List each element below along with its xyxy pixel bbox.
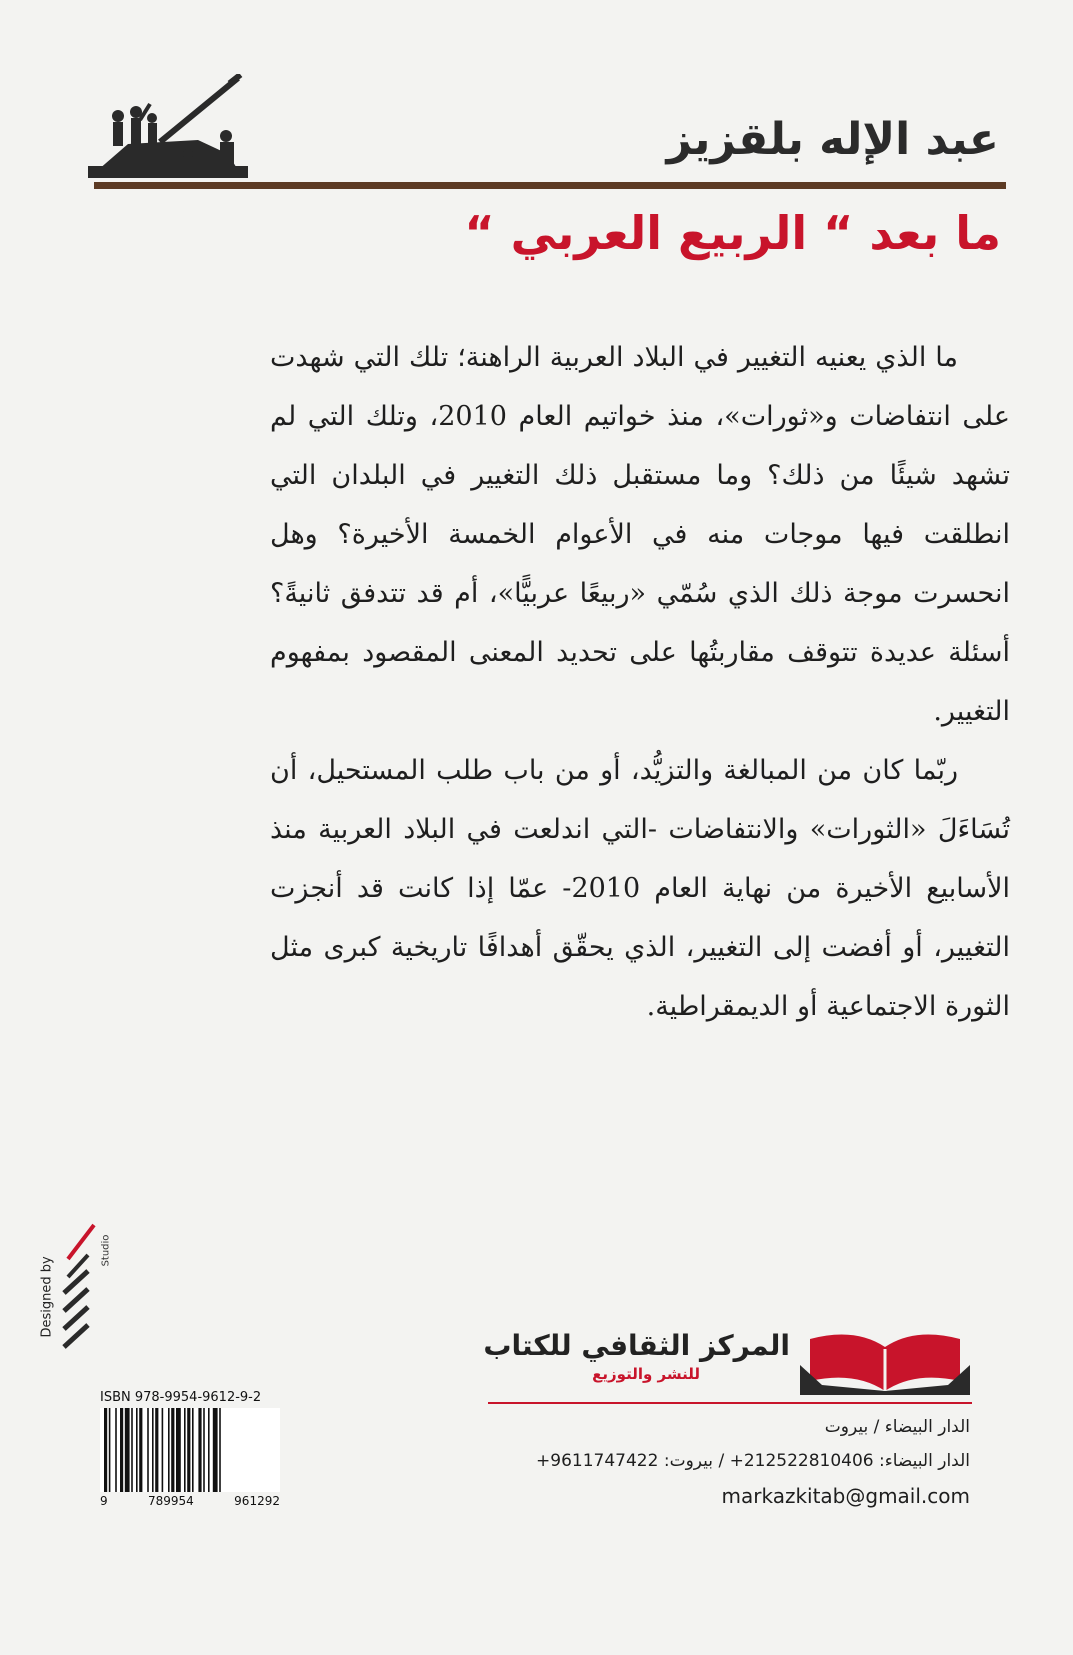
publisher-divider <box>488 1402 972 1404</box>
barcode-bar <box>155 1408 158 1492</box>
designer-logo-icon <box>58 1217 106 1357</box>
book-title: ما بعد “ الربيع العربي “ <box>464 206 1001 260</box>
barcode-bar <box>120 1408 123 1492</box>
barcode-bar <box>162 1408 164 1492</box>
tank-silhouette-illustration <box>88 74 258 184</box>
barcode-bar <box>198 1408 201 1492</box>
isbn-number: ISBN 978-9954-9612-9-2 <box>100 1390 262 1405</box>
barcode-bar <box>203 1408 205 1492</box>
barcode-bar <box>109 1408 111 1492</box>
studio-label: Studio <box>100 1234 112 1267</box>
barcode-digit-first: 9 <box>100 1494 108 1508</box>
blurb-text <box>270 328 1010 1036</box>
barcode-bar <box>147 1408 149 1492</box>
barcode <box>100 1408 280 1492</box>
barcode-digits-right: 961292 <box>234 1494 280 1508</box>
author-name: عبد الإله بلقزيز <box>666 114 999 165</box>
barcode-bar <box>139 1408 142 1492</box>
publisher-name: المركز الثقافي للكتاب <box>483 1329 790 1362</box>
designed-by-label: Designed by <box>39 1256 55 1338</box>
barcode-bar <box>115 1408 117 1492</box>
designer-credit <box>20 1205 120 1365</box>
blurb-paragraph-1: ما الذي يعنيه التغيير في البلاد العربية الراهنة؛ تلك التي شهدت على انتفاضات و«ثورات»، منذ خواتيم العام 2010، وتلك التي لم تشهد شيئًا من ذلك؟ وما مستقبل ذلك التغيير في البلدان التي انطلقت فيها موجات منه في الأعوام الخمسة الأخيرة؟ وهل انحسرت موجة ذلك الذي سُمّي «ربيعًا عربيًّا»، أم قد تتدفق ثانيةً؟ أسئلة عديدة تتوقف مقاربتُها على تحديد المعنى المقصود بمفهوم التغيير. <box>270 342 1011 727</box>
blurb-paragraph-2: ربّما كان من المبالغة والتزيُّد، أو من باب طلب المستحيل، أن تُسَاءَلَ «الثورات» والانتفاضات -التي اندلعت في البلاد العربية منذ الأسابيع الأخيرة من نهاية العام 2010- عمّا إذا كانت قد أنجزت التغيير، أو أفضت إلى التغيير، الذي يحقّق أهدافًا تاريخية كبرى مثل الثورة الاجتماعية أو الديمقراطية. <box>270 755 1010 1022</box>
barcode-bar <box>176 1408 181 1492</box>
publisher-cities: الدار البيضاء / بيروت <box>824 1417 970 1437</box>
barcode-bar <box>104 1408 107 1492</box>
barcode-bar <box>131 1408 133 1492</box>
publisher-email: markazkitab@gmail.com <box>721 1484 970 1508</box>
open-book-logo-icon <box>800 1325 970 1395</box>
barcode-bar <box>219 1408 221 1492</box>
barcode-bar <box>184 1408 186 1492</box>
barcode-bar <box>171 1408 174 1492</box>
publisher-contact <box>470 1410 970 1514</box>
publisher-subtitle: للنشر والتوزيع <box>592 1365 700 1383</box>
barcode-bar <box>192 1408 194 1492</box>
barcode-bar <box>136 1408 138 1492</box>
barcode-bar <box>168 1408 170 1492</box>
publisher-phones: الدار البيضاء: 212522810406+ / بيروت: 9611747422+ <box>536 1451 970 1471</box>
isbn-barcode-block <box>100 1390 300 1508</box>
barcode-bar <box>213 1408 218 1492</box>
barcode-digits <box>100 1494 280 1508</box>
title-divider <box>94 182 1006 189</box>
barcode-bar <box>152 1408 154 1492</box>
barcode-digits-left: 789954 <box>148 1494 194 1508</box>
barcode-bar <box>208 1408 210 1492</box>
barcode-bar <box>125 1408 130 1492</box>
barcode-bar <box>187 1408 190 1492</box>
